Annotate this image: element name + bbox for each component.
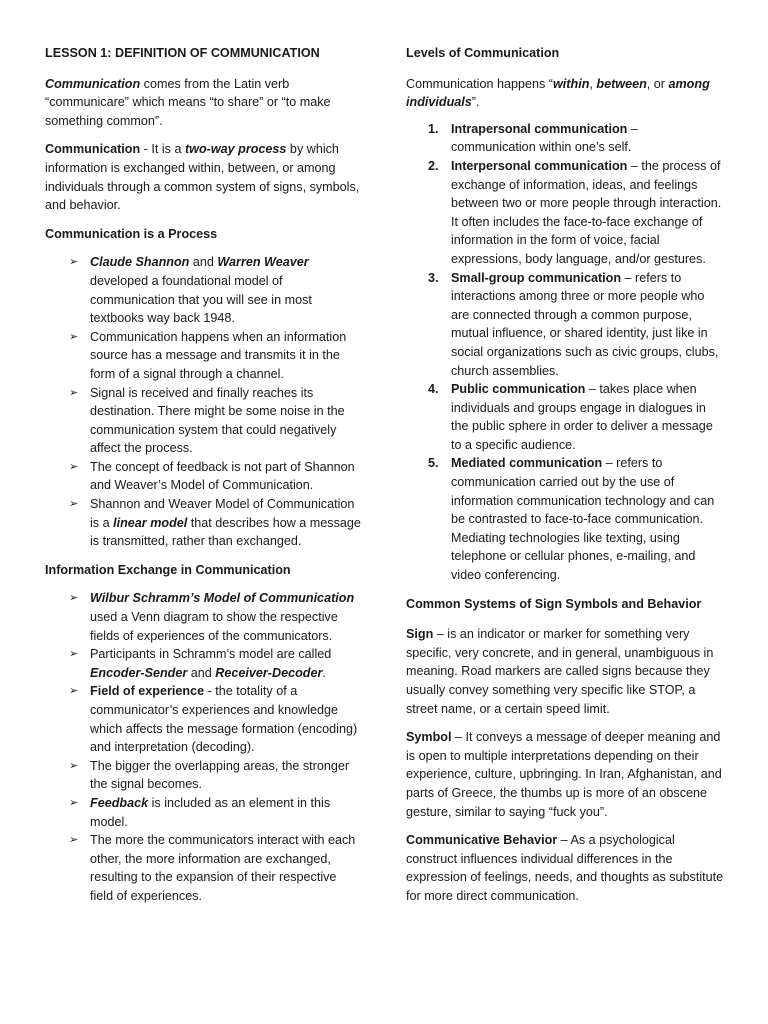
process-list [45,253,363,551]
symbol-text: – It conveys a message of deeper meaning and is open to multiple interpretations depending on their experience, culture, upbringing. In Iran, Afghanistan, and parts of Greece, the thumbs up is more of an obscene gesture, similar to saying “fuck you”. [406,730,722,819]
definition-emphasis: two-way process [184,142,287,157]
text-run: and [189,255,218,270]
text-run: used a Venn diagram to show the respective fields of experiences of the communicators. [90,610,338,643]
level-term: Public communication [451,382,586,397]
definition-pre: - It is a [140,142,185,157]
arrow-bullet-icon: ➢ [69,498,79,511]
bullet-item [45,253,363,327]
behavior-text: – As a psychological construct influences individual differences in the expression of feelings, needs, and thoughts as substitute for more direct communication. [406,833,724,903]
text-run: linear model [113,515,188,530]
text-run: Feedback [90,795,149,810]
text-run: between [596,76,647,91]
text-run: Communication happens “ [406,76,554,91]
bullet-item [45,495,363,551]
text-run: Wilbur Schramm’s Model of Communication [90,591,355,606]
bullet-item [45,645,363,682]
arrow-bullet-icon: ➢ [69,460,79,473]
text-run: The more the communicators interact with each other, the more information are exchanged, resulting to the expansion of their respective field of experiences. [90,833,356,903]
level-item [406,157,724,269]
bullet-item [45,794,363,831]
bullet-item [45,458,363,495]
arrow-bullet-icon: ➢ [69,592,79,605]
level-text: – refers to interactions among three or more people who are connected through a common purpose, mutual influence, or shared identity, just like in social organizations such as civic groups, clubs, church assemblies. [451,270,719,378]
level-item [406,120,724,157]
text-run: , [589,76,597,91]
etymology-term: Communication [45,76,141,91]
behavior-paragraph [406,831,724,905]
symbol-term: Symbol [406,730,452,745]
lesson-title: LESSON 1: DEFINITION OF COMMUNICATION [45,46,320,60]
arrow-bullet-icon: ➢ [69,386,79,399]
bullet-item [45,831,363,905]
level-text: – takes place when individuals and groups engage in dialogues in the public sphere in order to deliver a message to a specific audience. [451,382,713,452]
level-item [406,454,724,584]
levels-intro [406,75,724,112]
levels-heading: Levels of Communication [406,46,560,60]
bullet-item [45,589,363,645]
level-number: 4. [428,382,439,397]
arrow-bullet-icon: ➢ [69,834,79,847]
text-run: ”. [471,95,480,110]
sign-paragraph [406,625,724,718]
level-text: – refers to communication carried out by the use of information communication technology and can be contrasted to face-to-face communication. Mediating technologies like texting, using telephone or cellular phones, e-mailing, and video conferencing. [451,456,715,583]
process-heading: Communication is a Process [45,226,218,241]
sign-text: – is an indicator or marker for something very specific, very concrete, and in general, unambiguous in meaning. Road markers are called signs because they usually convey something very specific like STOP, a street name, or a certain speed limit. [406,627,714,716]
exchange-heading: Information Exchange in Communication [45,562,291,577]
text-run: within [553,76,590,91]
arrow-bullet-icon: ➢ [69,796,79,809]
text-run: is included as an element in this model. [90,795,331,829]
text-run: Claude Shannon [90,255,190,270]
level-number: 3. [428,270,439,285]
text-run: that describes how a message is transmitted, rather than exchanged. [90,515,361,549]
text-run: Communication happens when an information source has a message and transmits it in the form of a signal through a channel. [90,329,347,381]
symbol-paragraph [406,728,724,821]
level-number: 1. [428,121,439,136]
arrow-bullet-icon: ➢ [69,685,79,698]
level-term: Mediated communication [451,456,603,471]
level-item [406,269,724,381]
bullet-item [45,328,363,384]
text-run: The bigger the overlapping areas, the stronger the signal becomes. [90,758,350,792]
left-column [45,44,363,906]
levels-list [406,120,724,585]
bullet-item [45,682,363,756]
arrow-bullet-icon: ➢ [69,256,79,269]
text-run: Receiver-Decoder [215,665,323,680]
arrow-bullet-icon: ➢ [69,330,79,343]
text-run: Warren Weaver [217,255,309,270]
text-run: . [322,665,326,680]
level-number: 5. [428,456,439,471]
behavior-term: Communicative Behavior [406,833,558,848]
level-text: – communication within one’s self. [451,121,638,155]
level-term: Interpersonal communication [451,158,628,173]
bullet-item [45,384,363,458]
text-run: Field of experience [90,684,205,699]
arrow-bullet-icon: ➢ [69,759,79,772]
definition-term: Communication [45,142,141,157]
level-term: Small-group communication [451,270,622,285]
text-run: developed a foundational model of communication that you will see in most textbooks way back 1948. [90,273,312,326]
text-run: , or [646,76,669,91]
text-run: Signal is received and finally reaches its destination. There might be some noise in the communication system that could negatively affect the process. [90,385,345,456]
etymology-paragraph [45,75,363,131]
right-column [406,44,724,906]
etymology-text: comes from the Latin verb “communicare” which means “to share” or “to make something common”. [45,76,331,128]
text-run: Shannon and Weaver Model of Communication is a [90,497,355,530]
text-run: Participants in Schramm’s model are called [90,647,332,662]
text-run: and [187,665,216,680]
level-item [406,380,724,454]
arrow-bullet-icon: ➢ [69,648,79,661]
text-run: - the totality of a communicator’s experiences and knowledge which affects the message formation (encoding) and interpretation (decoding). [90,684,358,755]
bullet-item [45,757,363,794]
text-run: Encoder-Sender [90,665,188,680]
level-text: – the process of exchange of information, ideas, and feelings between two or more people through interaction. It often includes the face-to-face exchange of information in the form of voice, facial expressions, body language, and/or gestures. [451,158,722,266]
systems-heading: Common Systems of Sign Symbols and Behavior [406,596,702,611]
definition-paragraph [45,140,363,214]
exchange-list [45,589,363,905]
text-run: among individuals [406,76,710,110]
sign-term: Sign [406,627,434,642]
level-term: Intrapersonal communication [451,121,628,136]
definition-post: by which information is exchanged within, between, or among individuals through a common system of signs, symbols, and behavior. [45,142,360,213]
text-run: The concept of feedback is not part of Shannon and Weaver’s Model of Communication. [90,459,355,493]
level-number: 2. [428,158,439,173]
